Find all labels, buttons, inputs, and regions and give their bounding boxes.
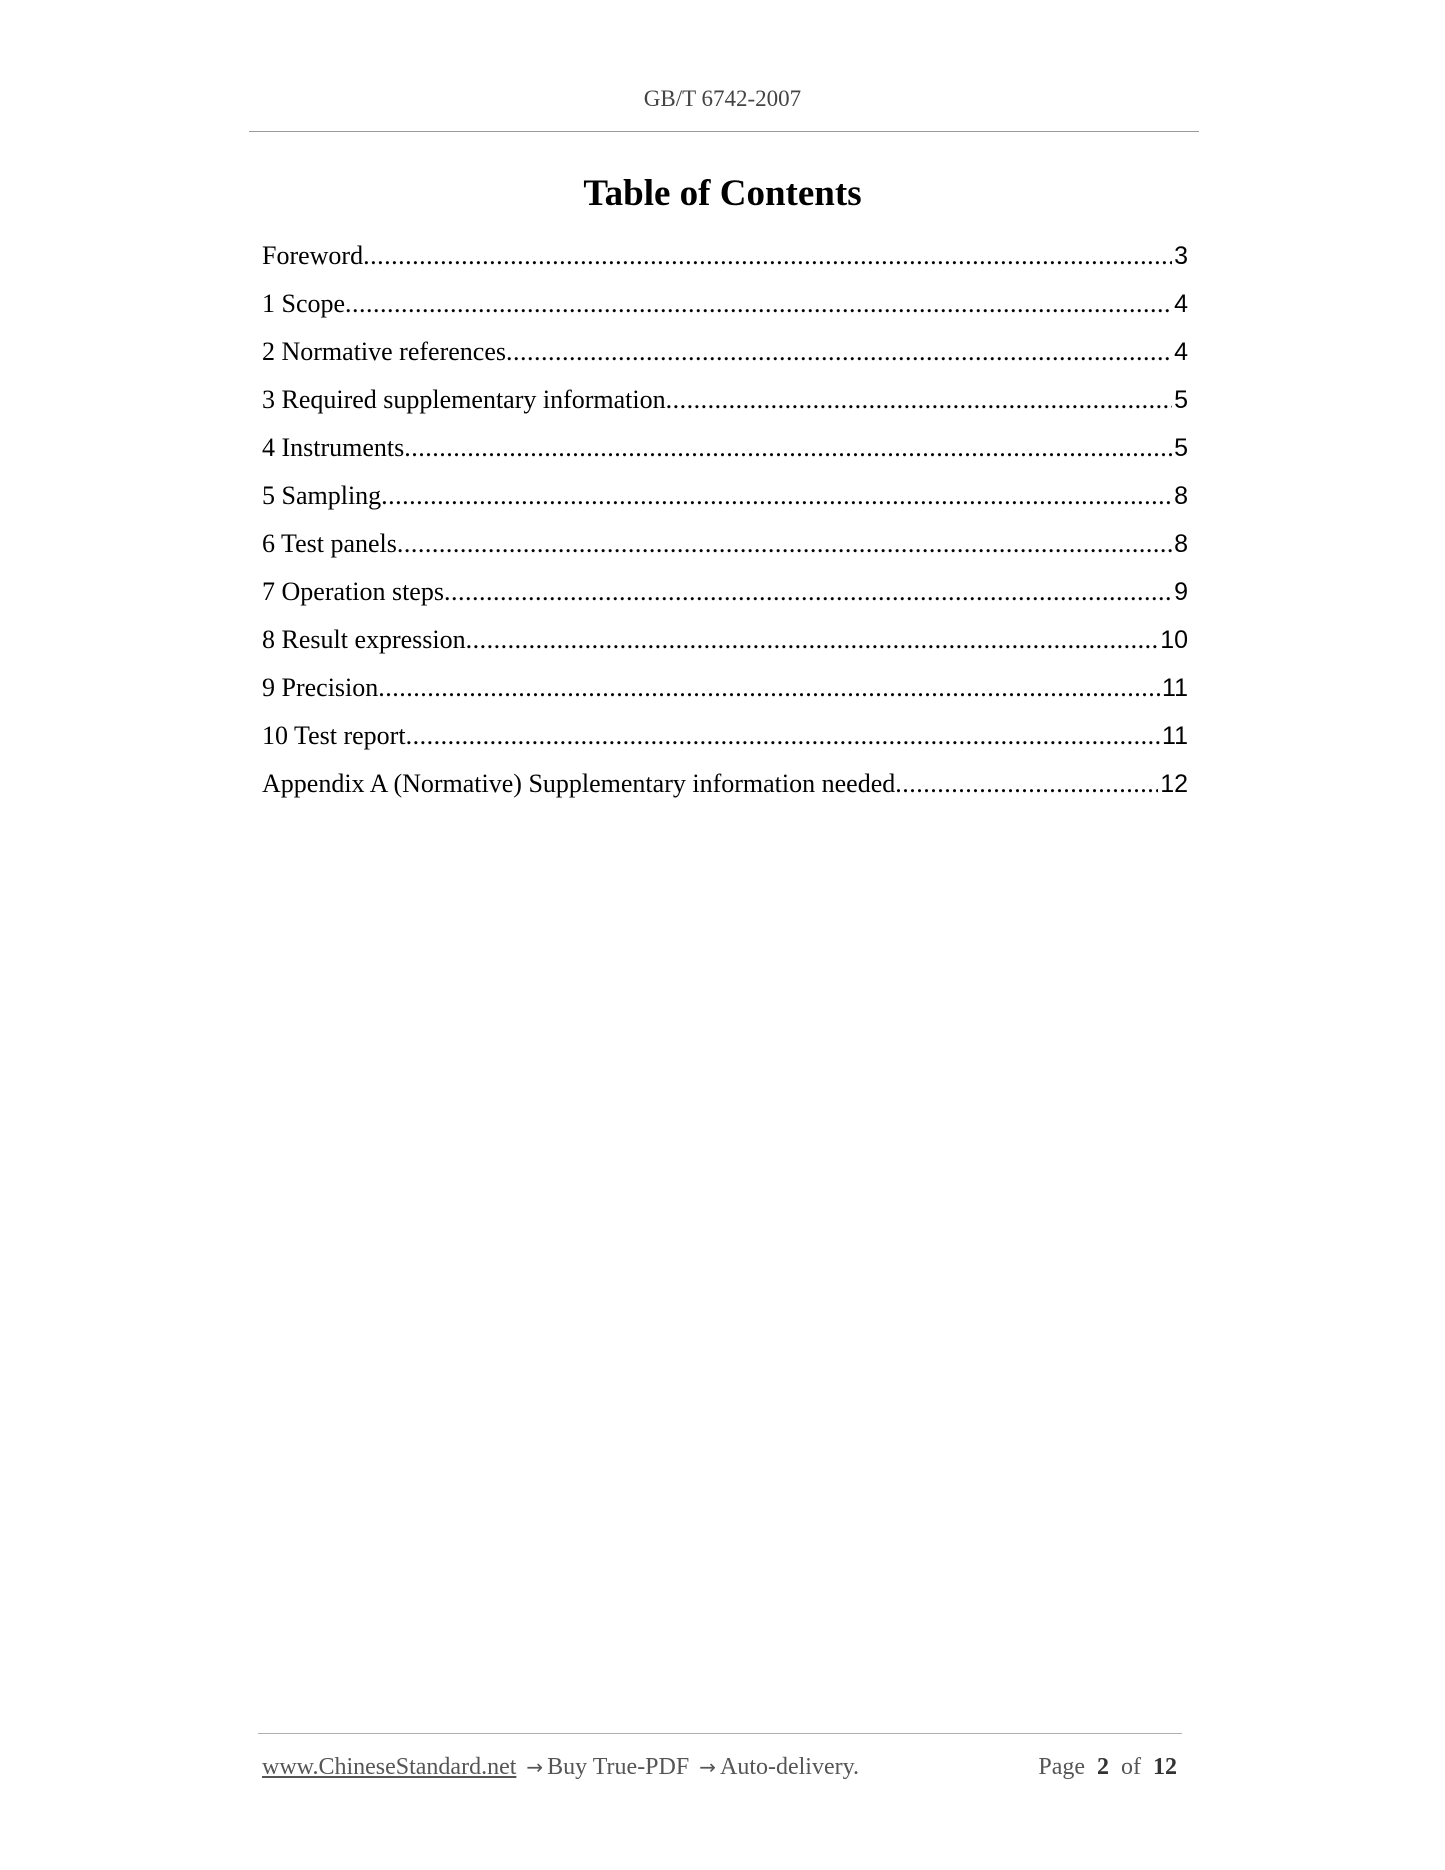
- toc-entry-label: 5 Sampling: [262, 481, 382, 510]
- dot-leader: [397, 529, 1172, 559]
- toc-entry-label: 9 Precision: [262, 673, 379, 702]
- toc-entry[interactable]: [262, 769, 1188, 817]
- dot-leader: [666, 385, 1172, 415]
- toc-entry-page: 11: [1162, 674, 1188, 702]
- page-indicator: [1038, 1754, 1177, 1781]
- dot-leader: [444, 577, 1172, 607]
- dot-leader: [345, 289, 1172, 319]
- toc-entry-page: 3: [1174, 242, 1188, 270]
- toc-entry-label: 4 Instruments: [262, 433, 405, 462]
- toc-entry-page: 10: [1160, 626, 1188, 654]
- toc-entry[interactable]: [262, 385, 1188, 433]
- toc-entry-label: 8 Result expression: [262, 625, 466, 654]
- dot-leader: [406, 721, 1160, 751]
- dot-leader: [404, 433, 1172, 463]
- toc-entry-label: Appendix A (Normative) Supplementary information needed: [262, 769, 896, 798]
- footer-step-delivery: Auto-delivery.: [719, 1754, 860, 1780]
- toc-entry[interactable]: [262, 721, 1188, 769]
- toc-entry-page: 12: [1160, 770, 1188, 798]
- footer-step-buy: Buy True-PDF: [547, 1754, 690, 1780]
- arrow-right-icon: →: [699, 1755, 716, 1779]
- toc-entry[interactable]: [262, 577, 1188, 625]
- running-header: GB/T 6742-2007: [643, 86, 802, 111]
- toc-entry-page: 4: [1174, 290, 1188, 318]
- toc-entry-label: 10 Test report: [262, 721, 406, 750]
- dot-leader: [466, 625, 1159, 655]
- footer-divider: [258, 1733, 1182, 1734]
- toc-entry-label: 6 Test panels: [262, 529, 397, 558]
- toc-entry[interactable]: [262, 289, 1188, 337]
- toc-entry[interactable]: [262, 337, 1188, 385]
- toc-entry-page: 8: [1174, 530, 1188, 558]
- toc-entry[interactable]: [262, 433, 1188, 481]
- current-page: 2: [1097, 1754, 1109, 1780]
- page-word: Page: [1038, 1754, 1085, 1780]
- dot-leader: [895, 769, 1158, 799]
- header-divider: [249, 131, 1199, 132]
- toc-entry-label: 3 Required supplementary information: [262, 385, 666, 414]
- toc-entry[interactable]: [262, 481, 1188, 529]
- toc-entry-page: 11: [1162, 722, 1188, 750]
- toc-entry[interactable]: [262, 241, 1188, 289]
- toc-entry-label: 1 Scope: [262, 289, 346, 318]
- toc-list: [262, 241, 1188, 817]
- dot-leader: [363, 241, 1172, 271]
- toc-entry-page: 4: [1174, 338, 1188, 366]
- dot-leader: [381, 481, 1172, 511]
- dot-leader: [378, 673, 1160, 703]
- toc-entry-page: 9: [1174, 578, 1188, 606]
- toc-entry-page: 5: [1174, 386, 1188, 414]
- toc-entry-label: 7 Operation steps: [262, 577, 444, 606]
- toc-entry[interactable]: [262, 625, 1188, 673]
- footer-promo: [262, 1754, 859, 1781]
- site-link[interactable]: www.ChineseStandard.net: [262, 1754, 517, 1780]
- total-pages: 12: [1153, 1754, 1177, 1780]
- toc-entry[interactable]: [262, 529, 1188, 577]
- of-word: of: [1121, 1754, 1141, 1780]
- toc-entry[interactable]: [262, 673, 1188, 721]
- arrow-right-icon: →: [526, 1755, 544, 1779]
- toc-entry-page: 8: [1174, 482, 1188, 510]
- toc-title: Table of Contents: [583, 173, 862, 214]
- toc-entry-label: 2 Normative references: [262, 337, 506, 366]
- dot-leader: [506, 337, 1172, 367]
- toc-entry-page: 5: [1174, 434, 1188, 462]
- toc-entry-label: Foreword: [262, 241, 364, 270]
